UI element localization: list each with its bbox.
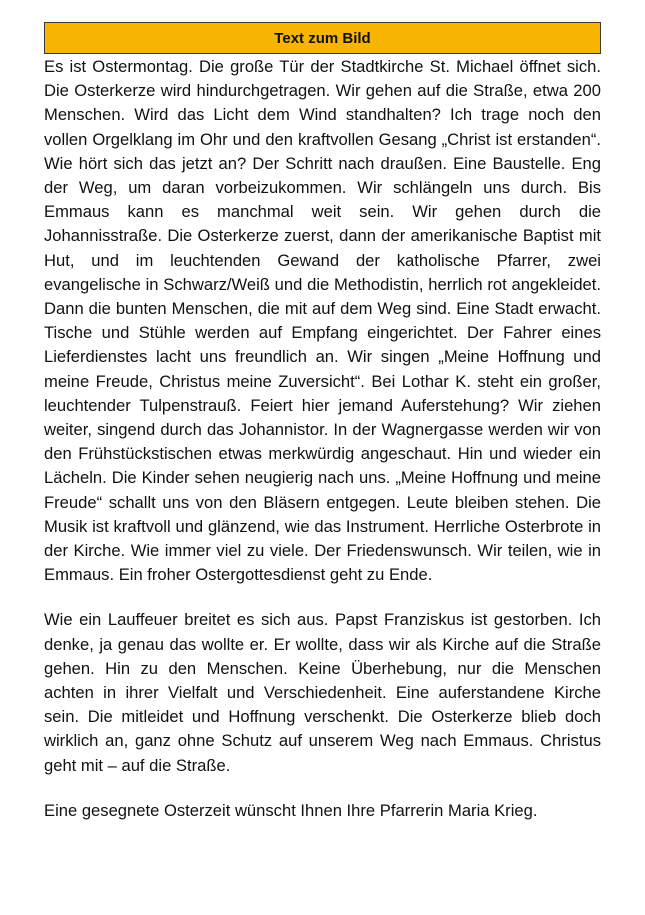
paragraph-closing-greeting: Eine gesegnete Osterzeit wünscht Ihnen Ihre Pfarrerin Maria Krieg. <box>44 800 538 820</box>
header-box <box>44 22 601 54</box>
document-page <box>44 22 601 823</box>
paragraph-pope-francis: Wie ein Lauffeuer breitet es sich aus. Papst Franziskus ist gestorben. Ich denke, ja genau das wollte er. Er wollte, dass wir als Kirche auf die Straße gehen. Hin zu den Menschen. Keine Überhebung, nur die Menschen achten in ihrer Vielfalt und Verschiedenheit. Eine auferstandene Kirche sein. Die mitleidet und Hoffnung verschenkt. Die Osterkerze blieb doch wirklich an, ganz ohne Schutz auf unserem Weg nach Emmaus. Christus geht mit – auf die Straße. <box>44 610 601 775</box>
paragraph-easter-procession: Es ist Ostermontag. Die große Tür der Stadtkirche St. Michael öffnet sich. Die Osterkerze wird hindurchgetragen. Wir gehen auf die Straße, etwa 200 Menschen. Wird das Licht dem Wind standhalten? Ich trage noch den vollen Orgelklang im Ohr und den kraftvollen Gesang „Christ ist erstanden“. Wie hört sich das jetzt an? Der Schritt nach draußen. Eine Baustelle. Eng der Weg, um daran vorbeizukommen. Wir schlängeln uns durch. Bis Emmaus kann es manchmal weit sein. Wir gehen durch die Johannisstraße. Die Osterkerze zuerst, dann der amerikanische Baptist mit Hut, und im leuchtenden Gewand der katholische Pfarrer, zwei evangelische in Schwarz/Weiß und die Methodistin, herrlich rot angekleidet. Dann die bunten Menschen, die mit auf dem Weg sind. Eine Stadt erwacht. Tische und Stühle werden auf Empfang eingerichtet. Der Fahrer eines Lieferdienstes lacht uns freundlich an. Wir singen „Meine Hoffnung und meine Freude, Christus meine Zuversicht“. Bei Lothar K. steht ein großer, leuchtender Tulpenstrauß. Feiert hier jemand Auferstehung? Wir ziehen weiter, singend durch das Johannistor. In der Wagnergasse werden wir von den Frühstückstischen etwas merkwürdig angeschaut. Hin und wieder ein Lächeln. Die Kinder sehen neugierig nach uns. „Meine Hoffnung und meine Freude“ schallt uns von den Bläsern entgegen. Leute bleiben stehen. Die Musik ist kraftvoll und glänzend, wie das Instrument. Herrliche Osterbrote in der Kirche. Wie immer viel zu viele. Der Friedenswunsch. Wir teilen, wie in Emmaus. Ein froher Ostergottesdienst geht zu Ende. <box>44 57 601 585</box>
header-title: Text zum Bild <box>274 29 371 47</box>
